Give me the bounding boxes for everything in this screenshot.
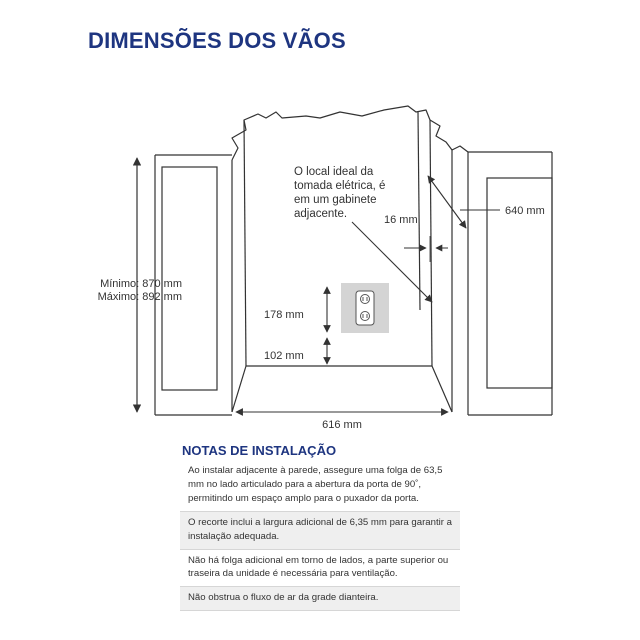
outlet-base-label: 102 mm	[264, 350, 304, 362]
note-item: Não há folga adicional em torno de lados, a parte superior ou traseira da unidade é necessária para ventilação.	[180, 550, 460, 588]
page-title: DIMENSÕES DOS VÃOS	[88, 28, 346, 53]
cutout-walls	[232, 106, 468, 412]
height-min-label: Mínimo: 870 mm	[100, 278, 182, 290]
note-item: Ao instalar adjacente à parede, assegure uma folga de 63,5 mm no lado articulado para a abertura da porta de 90˚, permitindo um espaço amplo para o puxador da porta.	[180, 460, 460, 512]
height-dimension	[98, 158, 182, 412]
gap-dimension	[384, 214, 448, 262]
electrical-outlet	[341, 283, 389, 333]
right-cabinet	[468, 152, 552, 415]
depth-dimension	[428, 176, 545, 228]
outlet-height-label: 178 mm	[264, 309, 304, 321]
width-dimension	[236, 412, 448, 431]
outlet-note-line-1: O local ideal da	[294, 166, 374, 178]
outlet-height-dimension	[264, 287, 327, 364]
height-max-label: Máximo: 892 mm	[97, 291, 182, 303]
note-item: Não obstrua o fluxo de ar da grade dianteira.	[180, 587, 460, 611]
outlet-note	[294, 166, 432, 302]
gap-label: 16 mm	[384, 214, 418, 226]
note-item: O recorte inclui a largura adicional de 6,35 mm para garantir a instalação adequada.	[180, 512, 460, 550]
depth-label: 640 mm	[505, 205, 545, 217]
installation-notes	[180, 460, 460, 611]
width-label: 616 mm	[322, 419, 362, 431]
outlet-note-line-4: adjacente.	[294, 208, 348, 220]
outlet-note-line-3: em um gabinete	[294, 194, 377, 206]
notes-heading: NOTAS DE INSTALAÇÃO	[182, 443, 337, 458]
outlet-note-line-2: tomada elétrica, é	[294, 180, 386, 192]
